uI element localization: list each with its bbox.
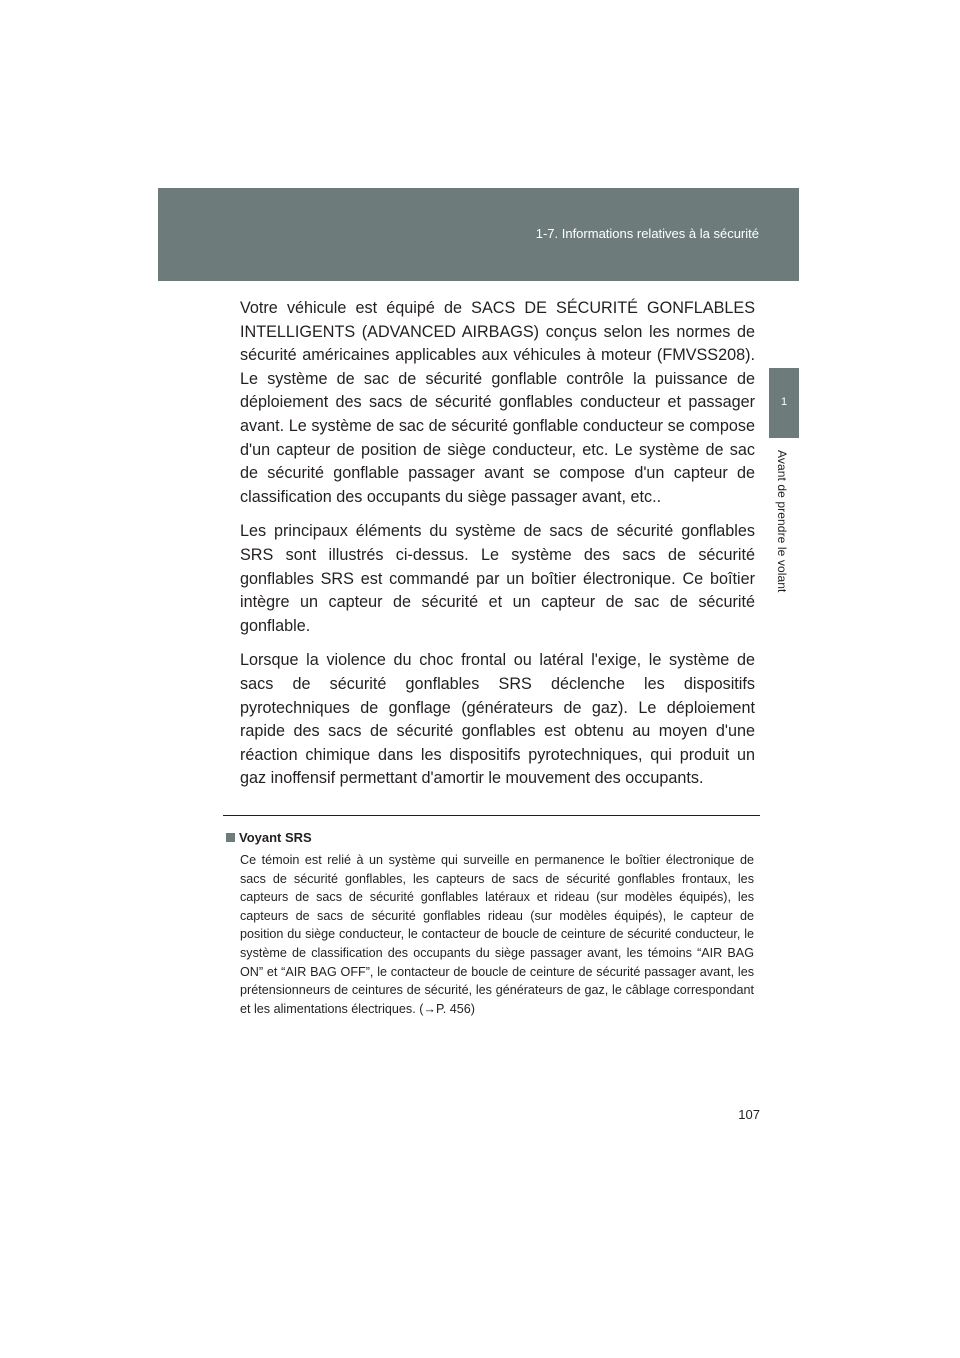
chapter-label: Avant de prendre le volant xyxy=(775,450,789,593)
paragraph: Lorsque la violence du choc frontal ou latéral l'exige, le système de sacs de sécurité gonflables SRS déclenche les dispositifs pyrotechniques de gonflage (générateurs de gaz). Le déploiement rapide des sacs de sécurité gonflables est obtenu au moyen d'une réaction chimique dans les dispositifs pyrotechniques, qui produit un gaz inoffensif permettant d'amortir le mouvement des occupants. xyxy=(240,651,755,788)
main-text xyxy=(240,297,755,802)
section-header-band xyxy=(158,188,799,281)
page-number: 107 xyxy=(738,1107,760,1122)
note-heading xyxy=(226,830,754,845)
note-heading-text: Voyant SRS xyxy=(239,830,312,845)
note-body: Ce témoin est relié à un système qui surveille en permanence le boîtier électronique de sacs de sécurité gonflables, les capteurs de sacs de sécurité gonflables frontaux, les capteurs de sacs de sécurité gonflables latéraux et rideau (sur modèles équipés), les capteurs de sacs de sécurité gonflables rideau (sur modèles équipés), le capteur de position du siège conducteur, le contacteur de boucle de ceinture de sécurité conducteur, le système de classification des occupants du siège passager avant, les témoins “AIR BAG ON” et “AIR BAG OFF”, le contacteur de boucle de ceinture de sécurité passager avant, les prétensionneurs de ceintures de sécurité, les générateurs de gaz, le câblage correspondant et les alimentations électriques. (→P. 456) xyxy=(240,853,754,1016)
chapter-number: 1 xyxy=(780,396,788,408)
chapter-tab xyxy=(769,368,799,438)
paragraph: Votre véhicule est équipé de SACS DE SÉCURITÉ GONFLABLES INTELLIGENTS (ADVANCED AIRBAGS) conçus selon les normes de sécurité américaines applicables aux véhicules à moteur (FMVSS208). Le système de sac de sécurité gonflable contrôle la puissance de déploiement des sacs de sécurité gonflables conducteur et passager avant. Le système de sac de sécurité gonflable conducteur se compose d'un capteur de position de siège conducteur, etc. Le système de sac de sécurité gonflable passager avant se compose d'un capteur de classification des occupants du siège passager avant, etc.. xyxy=(240,299,755,506)
section-title: 1-7. Informations relatives à la sécurité xyxy=(535,226,759,241)
section-divider xyxy=(223,815,760,816)
note-section xyxy=(226,830,754,1018)
square-bullet-icon xyxy=(226,833,235,842)
paragraph: Les principaux éléments du système de sacs de sécurité gonflables SRS sont illustrés ci-dessus. Le système des sacs de sécurité gonflables SRS est commandé par un boîtier électronique. Ce boîtier intègre un capteur de sécurité et un capteur de sac de sécurité gonflable. xyxy=(240,522,755,635)
